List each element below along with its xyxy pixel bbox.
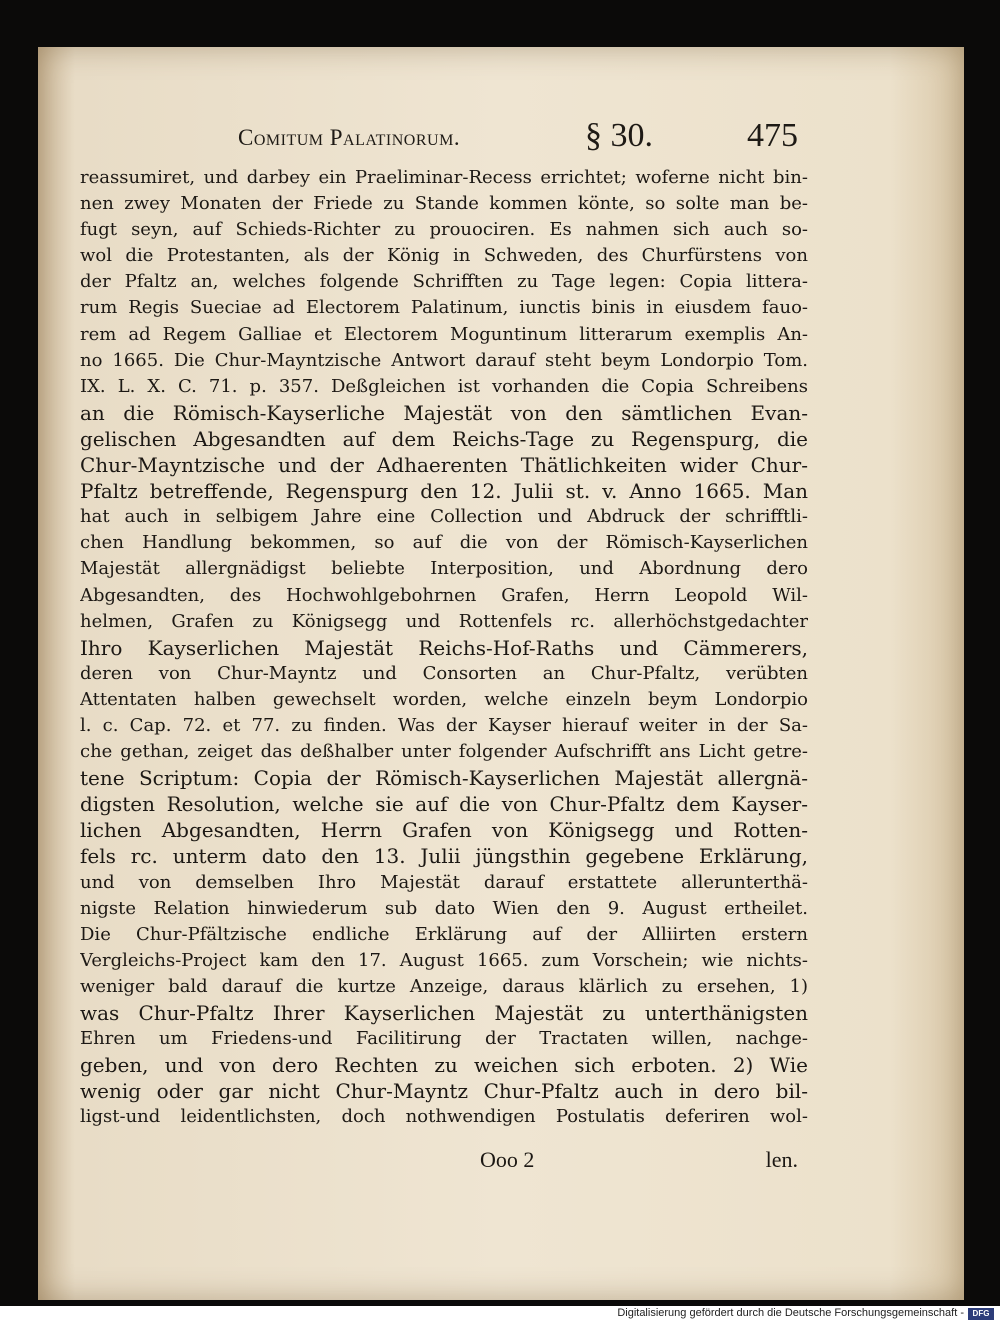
text-line: an die Römisch-Kayserliche Majestät von den sämtlichen Evan- [80,400,808,425]
body-text [80,165,808,1130]
text-line: Die Chur-Pfältzische endliche Erklärung auf der Alliirten erstern [80,923,808,945]
text-line: tene Scriptum: Copia der Römisch-Kayserlichen Majestät allergnä- [80,766,808,791]
section-number: § 30. [585,117,653,154]
text-line: fels rc. unterm dato den 13. Julii jüngsthin gegebene Erklärung, [80,844,808,869]
page-footer [80,1147,808,1177]
text-line: nigste Relation hinwiederum sub dato Wien den 9. August ertheilet. [80,897,808,919]
text-line: Pfaltz betreffende, Regenspurg den 12. Julii st. v. Anno 1665. Man [80,479,808,504]
text-line: geben, und von dero Rechten zu weichen sich erboten. 2) Wie [80,1053,808,1078]
text-line: gelischen Abgesandten auf dem Reichs-Tage zu Regenspurg, die [80,426,808,451]
text-line: Majestät allergnädigst beliebte Interposition, und Abordnung dero [80,558,808,580]
text-line: l. c. Cap. 72. et 77. zu finden. Was der Kayser hierauf weiter in der Sa- [80,714,808,736]
running-title: Comitum Palatinorum. [238,125,461,150]
text-line: Vergleichs-Project kam den 17. August 1665. zum Vorschein; wie nichts- [80,949,808,971]
text-line: wenig oder gar nicht Chur-Mayntz Chur-Pfaltz auch in dero bil- [80,1079,808,1104]
text-line: che gethan, zeiget das deßhalber unter folgender Aufschrifft ans Licht getre- [80,741,808,763]
text-line: no 1665. Die Chur-Mayntzische Antwort darauf steht beym Londorpio Tom. [80,349,808,371]
text-line: IX. L. X. C. 71. p. 357. Deßgleichen ist vorhanden die Copia Schreibens [80,375,808,397]
text-line: chen Handlung bekommen, so auf die von der Römisch-Kayserlichen [80,532,808,554]
text-line: helmen, Grafen zu Königsegg und Rottenfels rc. allerhöchstgedachter [80,610,808,632]
text-line: deren von Chur-Mayntz und Consorten an Chur-Pfaltz, verübten [80,662,808,684]
text-line: weniger bald darauf die kurtze Anzeige, daraus klärlich zu ersehen, 1) [80,975,808,997]
page-header [238,117,818,167]
text-line: Chur-Mayntzische und der Adhaerenten Thätlichkeiten wider Chur- [80,453,808,478]
text-line: rum Regis Sueciae ad Electorem Palatinum, iunctis binis in eiusdem fauo- [80,297,808,319]
text-line: nen zwey Monaten der Friede zu Stande kommen könte, so solte man be- [80,193,808,215]
text-line: Ihro Kayserlichen Majestät Reichs-Hof-Raths und Cämmerers, [80,635,808,660]
text-line: und von demselben Ihro Majestät darauf erstattete allerunterthä- [80,871,808,893]
signature-mark: Ooo 2 [480,1147,535,1172]
text-line: was Chur-Pfaltz Ihrer Kayserlichen Majestät zu unterthänigsten [80,1001,808,1025]
text-line: lichen Abgesandten, Herrn Grafen von Königsegg und Rotten- [80,818,808,843]
text-line: reassumiret, und darbey ein Praeliminar-Recess errichtet; woferne nicht bin- [80,167,808,188]
text-line: rem ad Regem Galliae et Electorem Moguntinum litterarum exemplis An- [80,323,808,345]
text-line: hat auch in selbigem Jahre eine Collection und Abdruck der schrifftli- [80,506,808,528]
page-number: 475 [747,117,798,154]
text-line: wol die Protestanten, als der König in Schweden, des Churfürstens von [80,245,808,267]
text-line: Attentaten halben gewechselt worden, welche einzeln beym Londorpio [80,688,808,710]
text-line: der Pfaltz an, welches folgende Schrifften zu Tage legen: Copia littera- [80,271,808,293]
book-page [38,47,964,1300]
text-line: fugt seyn, auf Schieds-Richter zu prouociren. Es nahmen sich auch so- [80,219,808,241]
credit-bar [0,1306,1000,1323]
dfg-logo-icon[interactable]: DFG [968,1308,994,1320]
text-line: digsten Resolution, welche sie auf die von Chur-Pfaltz dem Kayser- [80,792,808,817]
text-line: ligst-und leidentlichsten, doch nothwendigen Postulatis deferiren wol- [80,1106,808,1128]
catchword: len. [765,1147,798,1172]
text-line: Abgesandten, des Hochwohlgebohrnen Grafen, Herrn Leopold Wil- [80,584,808,606]
funding-credit: Digitalisierung gefördert durch die Deutsche Forschungsgemeinschaft - [617,1307,964,1319]
text-line: Ehren um Friedens-und Facilitirung der Tractaten willen, nachge- [80,1028,808,1050]
